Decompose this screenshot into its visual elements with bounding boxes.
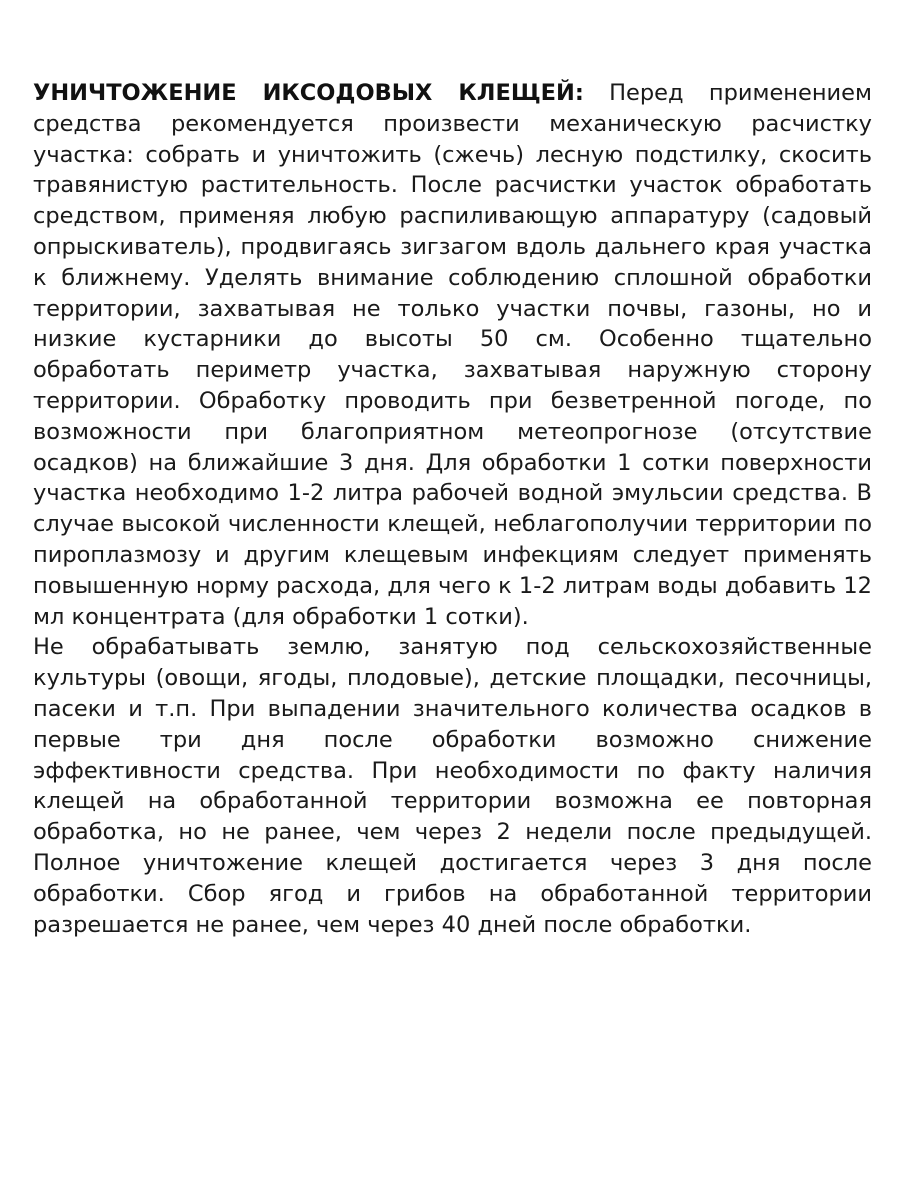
paragraph-tick-destruction <box>33 78 872 632</box>
instruction-text <box>33 78 872 940</box>
section-heading: УНИЧТОЖЕНИЕ ИКСОДОВЫХ КЛЕЩЕЙ: <box>33 80 584 106</box>
paragraph-restrictions: Не обрабатывать землю, занятую под сельскохозяйственные культуры (овощи, ягоды, плодовые), детские площадки, песочницы, пасеки и т.п. При выпадении значительного количества осадков в первые три дня после обработки возможно снижение эффективности средства. При необходимости по факту наличия клещей на обработанной территории возможна ее повторная обработка, но не ранее, чем через 2 недели после предыдущей. Полное уничтожение клещей достигается через 3 дня после обработки. Сбор ягод и грибов на обработанной территории разрешается не ранее, чем через 40 дней после обработки. <box>33 634 872 938</box>
paragraph-1-body: Перед применением средства рекомендуется произвести механическую расчистку участка: собрать и уничтожить (сжечь) лесную подстилку, скосить травянистую растительность. После расчистки участок обработать средством, применяя любую распиливающую аппаратуру (садовый опрыскиватель), продвигаясь зигзагом вдоль дальнего края участка к ближнему. Уделять внимание соблюдению сплошной обработки территории, захватывая не только участки почвы, газоны, но и низкие кустарники до высоты 50 см. Особенно тщательно обработать периметр участка, захватывая наружную сторону территории. Обработку проводить при безветренной погоде, по возможности при благоприятном метеопрогнозе (отсутствие осадков) на ближайшие 3 дня. Для обработки 1 сотки поверхности участка необходимо 1-2 литра рабочей водной эмульсии средства. В случае высокой численности клещей, неблагополучии территории по пироплазмозу и другим клещевым инфекциям следует применять повышенную норму расхода, для чего к 1-2 литрам воды добавить 12 мл концентрата (для обработки 1 сотки). <box>33 80 873 630</box>
